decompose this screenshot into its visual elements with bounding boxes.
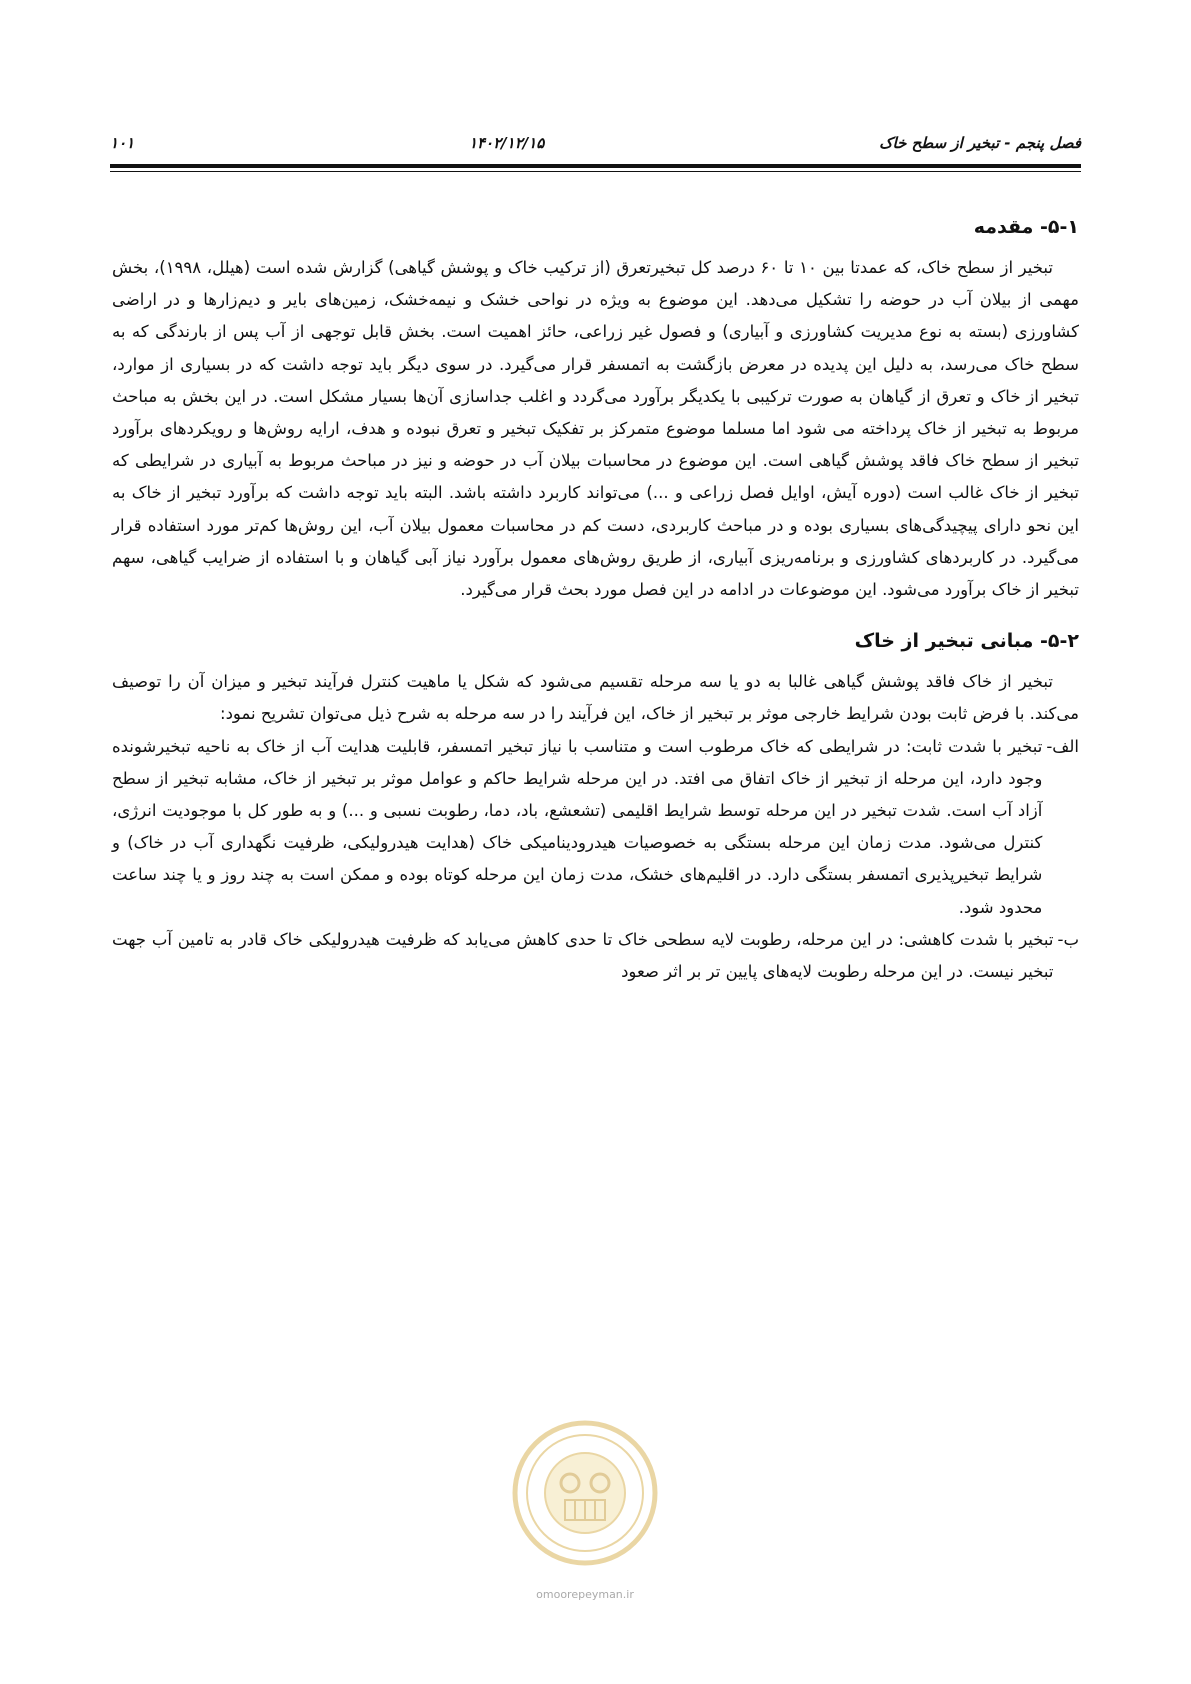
header-date: ۱۴۰۲/۱۲/۱۵ (468, 134, 545, 152)
list-item-marker: ب- (1057, 929, 1079, 949)
fundamentals-paragraph: تبخیر از خاک فاقد پوشش گیاهی غالبا به دو یا سه مرحله تقسیم می‌شود که شکل یا ماهیت کنترل فرآیند تبخیر و میزان آن را توصیف می‌کند. با فرض ثابت بودن شرایط خارجی موثر بر تبخیر از خاک، این فرآیند را در سه مرحله به شرح ذیل می‌توان تشریح نمود: (112, 672, 1079, 724)
list-item-marker: الف- (1046, 736, 1079, 756)
chapter-title: فصل پنجم - تبخیر از سطح خاک (879, 134, 1081, 152)
page-content (112, 212, 1079, 988)
list-item (112, 924, 1079, 988)
page-number: ۱۰۱ (110, 134, 135, 152)
header-rule-thin (110, 171, 1081, 172)
section-heading-intro: ۵-۱- مقدمه (973, 216, 1079, 238)
header-rule-thick (110, 164, 1081, 168)
page-header (110, 130, 1081, 156)
list-item-text: تبخیر با شدت کاهشی: در این مرحله، رطوبت لایه سطحی خاک تا حدی کاهش می‌یابد که ظرفیت هیدرولیکی خاک قادر به تامین آب جهت تبخیر نیست. در این مرحله رطوبت لایه‌های پایین تر بر اثر صعود (112, 929, 1054, 982)
list-item (112, 731, 1079, 924)
intro-paragraph: تبخیر از سطح خاک، که عمدتا بین ۱۰ تا ۶۰ درصد کل تبخیرتعرق (از ترکیب خاک و پوشش گیاهی) گزارش شده است (هیلل، ۱۹۹۸)، بخش مهمی از بیلان آب در حوضه را تشکیل می‌دهد. این موضوع به ویژه در نواحی خشک و نیمه‌خشک، زمین‌های بایر و دیم‌زارها و در اراضی کشاورزی (بسته به نوع مدیریت کشاورزی و آبیاری) و فصول غیر زراعی، حائز اهمیت است. بخش قابل توجهی از آب پس از بارندگی که به سطح خاک می‌رسد، به دلیل این پدیده در معرض بازگشت به اتمسفر قرار می‌گیرد. در سوی دیگر باید توجه داشت که در بسیاری از موارد، تبخیر از خاک و تعرق از گیاهان به صورت ترکیبی با یکدیگر برآورد می‌گردد و اغلب جداسازی آن‌ها بسیار مشکل است. در این بخش به مباحث مربوط به تبخیر از خاک پرداخته می شود اما مسلما موضوع متمرکز بر تفکیک تبخیر و تعرق نبوده و هدف، ارایه روش‌ها و رویکردهای برآورد تبخیر از سطح خاک فاقد پوشش گیاهی است. این موضوع در محاسبات بیلان آب در حوضه و نیز در مباحث مربوط به آبیاری در شرایطی که تبخیر از خاک غالب است (دوره آیش، اوایل فصل زراعی و ...) می‌تواند کاربرد داشته باشد. البته باید توجه داشت که برآورد تبخیر از خاک به این نحو دارای پیچیدگی‌های بسیاری بوده و در مباحث کاربردی، دست کم در محاسبات معمول بیلان آب، این روش‌ها کم‌تر مورد استفاده قرار می‌گیرد. در کاربردهای کشاورزی و برنامه‌ریزی آبیاری، از طریق روش‌های معمول برآورد نیاز آبی گیاهان و با استفاده از ضرایب گیاهی، سهم تبخیر از خاک برآورد می‌شود. این موضوعات در ادامه در این فصل مورد بحث قرار می‌گیرد. (112, 258, 1079, 600)
section-heading-fundamentals: ۵-۲- مبانی تبخیر از خاک (854, 630, 1079, 653)
list-item-text: تبخیر با شدت ثابت: در شرایطی که خاک مرطوب است و متناسب با نیاز تبخیر اتمسفر، قابلیت هدایت آب از خاک به ناحیه تبخیرشونده وجود دارد، این مرحله از تبخیر از خاک اتفاق می افتد. در این مرحله شرایط حاکم و عوامل موثر بر تبخیر از خاک، مشابه تبخیر از سطح آزاد آب است. شدت تبخیر در این مرحله توسط شرایط اقلیمی (تشعشع، باد، دما، رطوبت نسبی و ...) و به طور کل با موجودیت انرژی، کنترل می‌شود. مدت زمان این مرحله بستگی به خصوصیات هیدرودینامیکی خاک (هدایت هیدرولیکی، ظرفیت نگهداری آب در خاک) و شرایط تبخیرپذیری اتمسفر بستگی دارد. در اقلیم‌های خشک، مدت زمان این مرحله کوتاه بوده و ممکن است به چند روز و یا چند ساعت محدود شود. (112, 736, 1043, 917)
watermark-site: omoorepeyman.ir (536, 1588, 634, 1601)
seal-logo-icon (510, 1418, 660, 1568)
